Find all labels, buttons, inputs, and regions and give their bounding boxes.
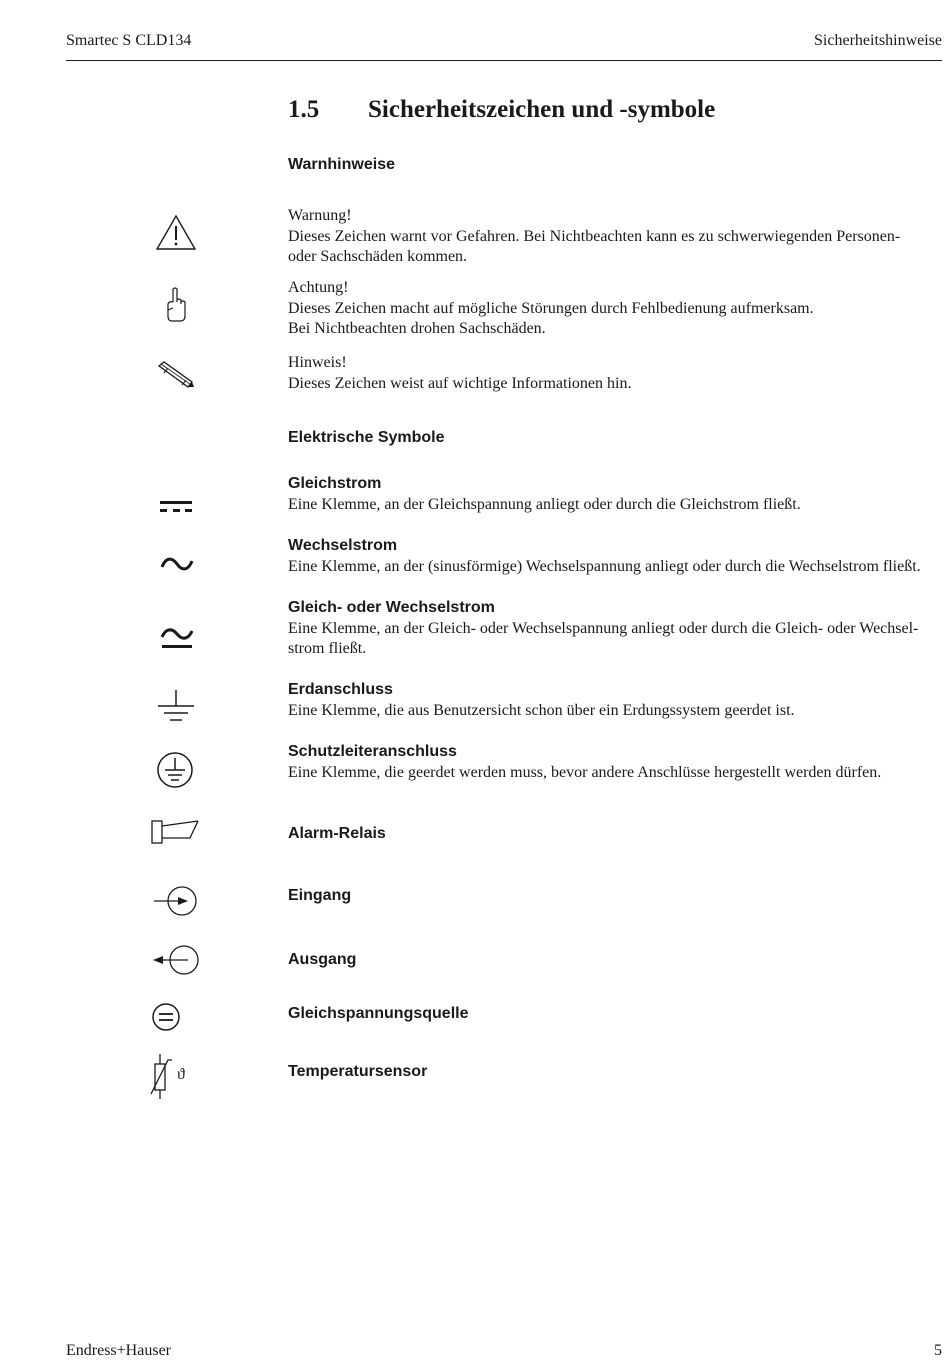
attention-line-1: Dieses Zeichen macht auf mögliche Störungen durch Fehlbedienung aufmerksam. bbox=[288, 299, 814, 317]
section-title bbox=[288, 96, 715, 124]
input-label: Eingang bbox=[288, 887, 352, 904]
protective-earth-icon bbox=[155, 750, 195, 790]
electrical-heading: Elektrische Symbole bbox=[288, 429, 445, 446]
section-number: 1.5 bbox=[288, 96, 320, 123]
page-number: 5 bbox=[934, 1342, 942, 1359]
alarm-relay-label: Alarm-Relais bbox=[288, 825, 386, 842]
input-icon bbox=[152, 884, 200, 918]
note-label: Hinweis! bbox=[288, 354, 347, 371]
output-icon bbox=[152, 943, 202, 977]
pe-title: Schutzleiteranschluss bbox=[288, 743, 457, 760]
acdc-line-1: Eine Klemme, an der Gleich- oder Wechselspannung anliegt oder durch die Gleich- oder Wechsel- bbox=[288, 619, 919, 637]
pe-text-block bbox=[288, 742, 944, 783]
temperature-sensor-label: Temperatursensor bbox=[288, 1063, 428, 1080]
footer-brand: Endress+Hauser bbox=[66, 1342, 171, 1359]
pe-line-1: Eine Klemme, die geerdet werden muss, bevor andere Anschlüsse hergestellt werden dürfen. bbox=[288, 763, 882, 781]
ground-icon bbox=[156, 688, 196, 726]
attention-text-block bbox=[288, 278, 944, 340]
attention-line-2: Bei Nichtbeachten drohen Sachschäden. bbox=[288, 320, 546, 337]
acdc-line-2: strom fließt. bbox=[288, 640, 367, 657]
dc-text-block bbox=[288, 474, 944, 515]
dc-line-1: Eine Klemme, an der Gleichspannung anliegt oder durch die Gleichstrom fließt. bbox=[288, 495, 801, 513]
note-line-1: Dieses Zeichen weist auf wichtige Informationen hin. bbox=[288, 374, 632, 392]
temperature-symbol: ϑ bbox=[177, 1066, 185, 1083]
temperature-sensor-icon bbox=[146, 1052, 176, 1102]
dc-voltage-source-icon bbox=[150, 1001, 182, 1033]
ground-line-1: Eine Klemme, die aus Benutzersicht schon über ein Erdungssystem geerdet ist. bbox=[288, 701, 795, 719]
header-chapter-name: Sicherheitshinweise bbox=[814, 32, 942, 49]
pointing-hand-icon bbox=[163, 286, 189, 326]
acdc-title: Gleich- oder Wechselstrom bbox=[288, 599, 495, 616]
note-text-block bbox=[288, 353, 944, 394]
ac-text-block bbox=[288, 536, 944, 577]
dc-source-label: Gleichspannungsquelle bbox=[288, 1005, 469, 1022]
pencil-note-icon bbox=[156, 360, 196, 390]
alternating-current-icon bbox=[160, 554, 194, 574]
output-label: Ausgang bbox=[288, 951, 357, 968]
warning-label: Warnung! bbox=[288, 207, 352, 224]
warning-line-2: oder Sachschäden kommen. bbox=[288, 248, 468, 265]
direct-current-icon bbox=[158, 498, 194, 516]
ground-title: Erdanschluss bbox=[288, 681, 393, 698]
header-rule bbox=[66, 60, 942, 61]
ac-dc-current-icon bbox=[160, 626, 194, 652]
attention-label: Achtung! bbox=[288, 279, 349, 296]
dc-title: Gleichstrom bbox=[288, 475, 382, 492]
ground-text-block bbox=[288, 680, 944, 721]
ac-line-1: Eine Klemme, an der (sinusförmige) Wechselspannung anliegt oder durch die Wechselstrom fließt. bbox=[288, 557, 921, 575]
warning-text-block bbox=[288, 206, 944, 268]
warnings-heading: Warnhinweise bbox=[288, 156, 395, 173]
alarm-relay-icon bbox=[150, 818, 202, 846]
warning-triangle-icon bbox=[155, 214, 197, 252]
ac-title: Wechselstrom bbox=[288, 537, 398, 554]
section-title-text: Sicherheitszeichen und -symbole bbox=[368, 96, 716, 123]
acdc-text-block bbox=[288, 598, 944, 660]
warning-line-1: Dieses Zeichen warnt vor Gefahren. Bei Nichtbeachten kann es zu schwerwiegenden Personen- bbox=[288, 227, 901, 245]
header-product-name: Smartec S CLD134 bbox=[66, 32, 192, 49]
